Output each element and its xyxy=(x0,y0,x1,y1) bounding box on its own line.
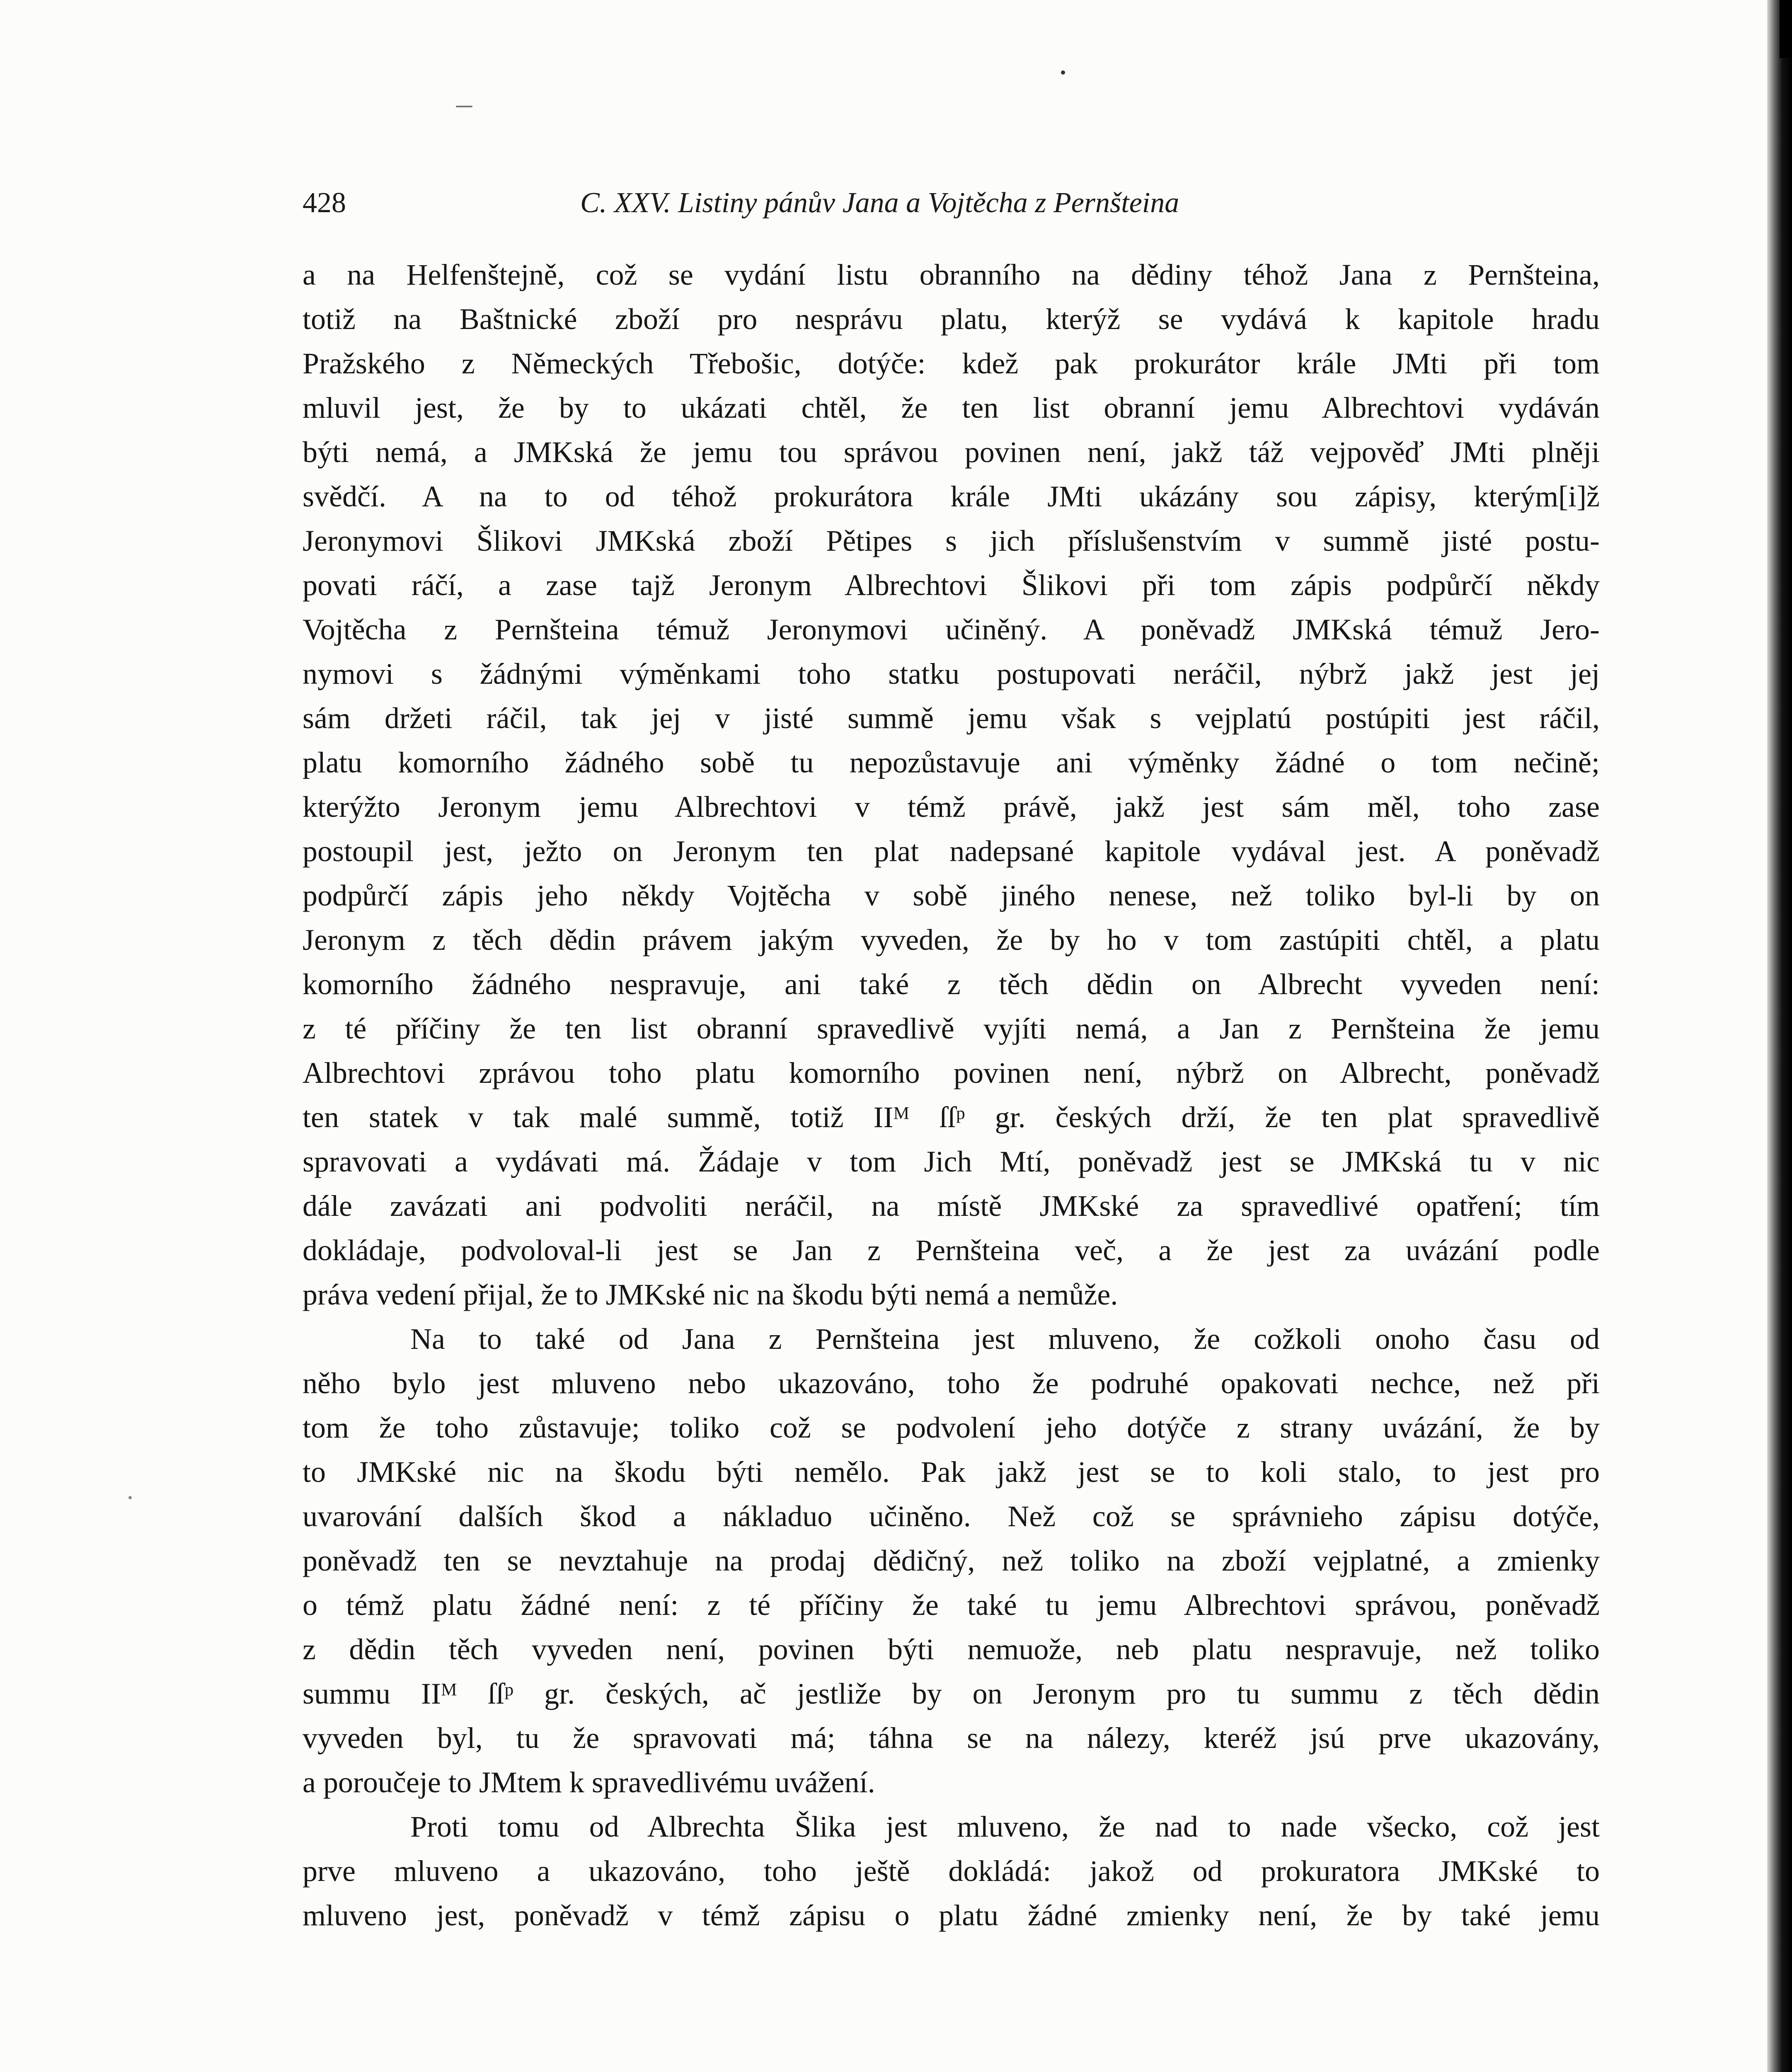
scan-speck xyxy=(1061,70,1065,75)
text-line: a na Helfenštejně, což se vydání listu obranního na dědiny téhož Jana z Pernšteina, xyxy=(303,258,1600,291)
text-line: vyveden byl, tu že spravovati má; táhna se na nálezy, kteréž jsú prve ukazovány, xyxy=(303,1721,1600,1755)
text-line: kterýžto Jeronym jemu Albrechtovi v témž právě, jakž jest sám měl, toho zase xyxy=(303,790,1600,823)
text-line: nymovi s žádnými výměnkami toho statku postupovati neráčil, nýbrž jakž jest jej xyxy=(303,657,1600,690)
text-line: platu komorního žádného sobě tu nepozůstavuje ani výměnky žádné o tom nečině; xyxy=(303,746,1600,779)
text-line: ten statek v tak malé summě, totiž IIᴹ ſſᵖ gr. českých drží, že ten plat spravedlivě xyxy=(303,1101,1600,1134)
scan-edge-shadow xyxy=(1767,0,1792,2072)
running-header xyxy=(303,178,1318,228)
paragraph xyxy=(303,1317,1600,1805)
text-line: Pražského z Německých Třebošic, dotýče: kdež pak prokurátor krále JMti při tom xyxy=(303,347,1600,380)
text-line: tom že toho zůstavuje; toliko což se podvolení jeho dotýče z strany uvázání, že by xyxy=(303,1411,1600,1444)
text-line: summu IIᴹ ſſᵖ gr. českých, ač jestliže by on Jeronym pro tu summu z těch dědin xyxy=(303,1677,1600,1710)
text-line: Vojtěcha z Pernšteina témuž Jeronymovi učiněný. A poněvadž JMKská témuž Jero- xyxy=(303,613,1600,646)
text-line: to JMKské nic na škodu býti nemělo. Pak jakž jest se to koli stalo, to jest pro xyxy=(303,1455,1600,1489)
text-line: totiž na Baštnické zboží pro nesprávu platu, kterýž se vydává k kapitole hradu xyxy=(303,303,1600,336)
text-line: a poroučeje to JMtem k spravedlivému uvážení. xyxy=(303,1766,875,1799)
text-line: poněvadž ten se nevztahuje na prodaj dědičný, než toliko na zboží vejplatné, a zmienky xyxy=(303,1544,1600,1577)
text-line: o témž platu žádné není: z té příčiny že také tu jemu Albrechtovi správou, poněvadž xyxy=(303,1588,1600,1622)
paragraph xyxy=(303,253,1600,1317)
text-line: komorního žádného nespravuje, ani také z těch dědin on Albrecht vyveden není: xyxy=(303,968,1600,1001)
text-line: Jeronymovi Šlikovi JMKská zboží Pětipes s jich příslušenstvím v summě jisté postu- xyxy=(303,524,1600,557)
text-line: prve mluveno a ukazováno, toho ještě dokládá: jakož od prokuratora JMKské to xyxy=(303,1854,1600,1888)
text-line: z té příčiny že ten list obranní spravedlivě vyjíti nemá, a Jan z Pernšteina že jemu xyxy=(303,1012,1600,1045)
text-line: Na to také od Jana z Pernšteina jest mluveno, že cožkoli onoho času od xyxy=(410,1322,1600,1356)
text-line: z dědin těch vyveden není, povinen býti nemuože, neb platu nespravuje, než toliko xyxy=(303,1633,1600,1666)
text-line: dokládaje, podvoloval-li jest se Jan z Pernšteina več, a že jest za uvázání podle xyxy=(303,1234,1600,1267)
text-line: něho bylo jest mluveno nebo ukazováno, toho že podruhé opakovati nechce, než při xyxy=(303,1367,1600,1400)
text-line: mluvil jest, že by to ukázati chtěl, že ten list obranní jemu Albrechtovi vydáván xyxy=(303,391,1600,424)
document-body xyxy=(303,253,1600,1938)
text-line: mluveno jest, poněvadž v témž zápisu o platu žádné zmienky není, že by také jemu xyxy=(303,1899,1600,1932)
text-line: Proti tomu od Albrechta Šlika jest mluveno, že nad to nade všecko, což jest xyxy=(410,1810,1600,1843)
text-line: Jeronym z těch dědin právem jakým vyveden, že by ho v tom zastúpiti chtěl, a platu xyxy=(303,923,1600,956)
running-head-title: C. XXV. Listiny pánův Jana a Vojtěcha z Pernšteina xyxy=(580,187,1179,219)
text-line: postoupil jest, ježto on Jeronym ten plat nadepsané kapitole vydával jest. A poněvadž xyxy=(303,835,1600,868)
text-line: sám držeti ráčil, tak jej v jisté summě jemu však s vejplatú postúpiti jest ráčil, xyxy=(303,702,1600,735)
text-line: Albrechtovi zprávou toho platu komorního povinen není, nýbrž on Albrecht, poněvadž xyxy=(303,1056,1600,1089)
text-line: povati ráčí, a zase tajž Jeronym Albrechtovi Šlikovi při tom zápis podpůrčí někdy xyxy=(303,569,1600,602)
text-line: spravovati a vydávati má. Žádaje v tom Jich Mtí, poněvadž jest se JMKská tu v nic xyxy=(303,1145,1600,1178)
scan-corner-mark xyxy=(1780,0,1792,58)
text-line: svědčí. A na to od téhož prokurátora krále JMti ukázány sou zápisy, kterým[i]ž xyxy=(303,480,1600,513)
text-line: dále zavázati ani podvoliti neráčil, na místě JMKské za spravedlivé opatření; tím xyxy=(303,1189,1600,1222)
text-line: podpůrčí zápis jeho někdy Vojtěcha v sobě jiného nenese, než toliko byl-li by on xyxy=(303,879,1600,912)
text-line: práva vedení přijal, že to JMKské nic na škodu býti nemá a nemůže. xyxy=(303,1278,1118,1311)
page-number: 428 xyxy=(303,187,346,219)
scan-speck xyxy=(128,1496,132,1499)
text-line: uvarování dalších škod a nákladuo učiněno. Než což se správnieho zápisu dotýče, xyxy=(303,1500,1600,1533)
text-line: býti nemá, a JMKská že jemu tou správou povinen není, jakž táž vejpověď JMti plněji xyxy=(303,436,1600,469)
paragraph xyxy=(303,1805,1600,1938)
scan-speck xyxy=(456,106,472,107)
